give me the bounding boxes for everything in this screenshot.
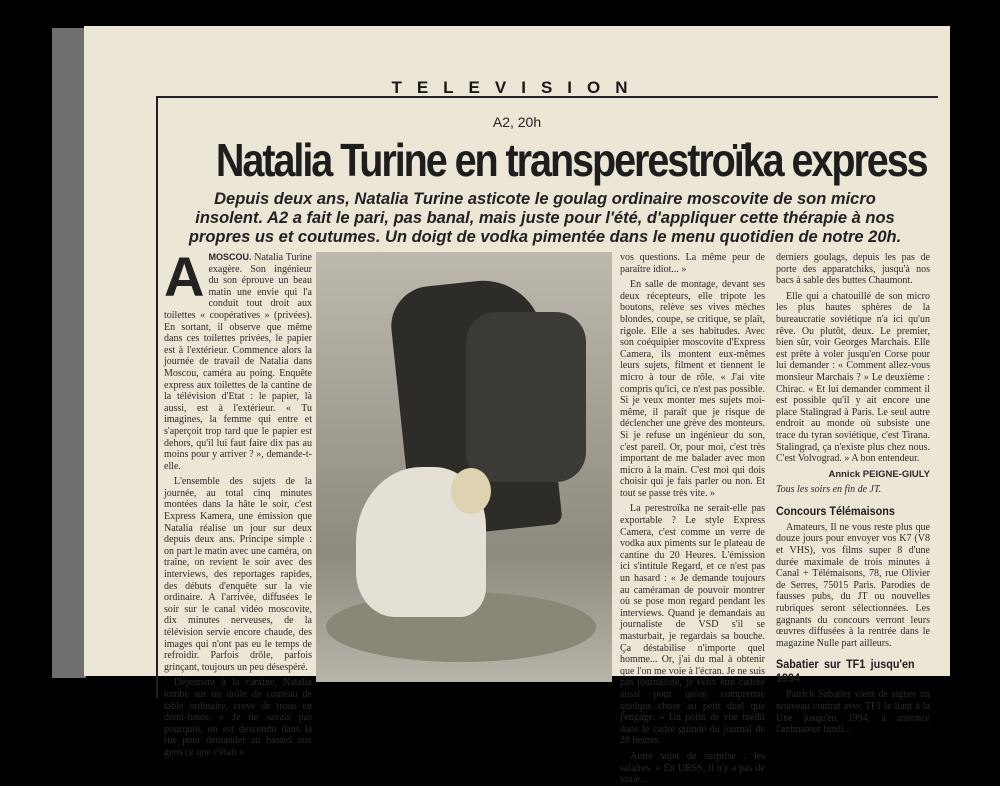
paragraph: Déjeunant à la cantine, Natalia tombe sur un drôle de couteau de table ordinaire, crevé de trous en demi-lunes. « Je ne savais pas pourquoi, on est descendu dans la rue pour demander au hasard aux gens ce que c'était » (164, 677, 312, 758)
article-column-3 (620, 252, 765, 786)
dateline: MOSCOU. (208, 252, 252, 262)
paragraph: L'ensemble des sujets de la journée, au total cinq minutes montées dans la hâte le soir, c'est Express Kamera, une émission que Natalia réalise un jour sur deux depuis deux ans. Principe simple : on part le matin avec une caméra, on traîne, on revient le soir avec des interviews, des reportages rapides, des débuts d'enquête sur la vie ordinaire. A l'arrivée, diffusées le soir sur le canal vidéo moscovite, dix minutes nerveuses, de la télévision servie encore chaude, des images qui n'ont pas eu le temps de refroidir. Parfois drôle, parfois grinçant, toujours un peu désespéré. (164, 476, 312, 673)
photo-shape (451, 468, 491, 514)
scan-edge (52, 28, 86, 678)
paragraph: Elle qui a chatouillé de son micro les plus hautes sphères de la bureaucratie soviétique n'a ici qu'un rêve. Ou plutôt, deux. Le premier, bien sûr, voir Georges Marchais. Elle est prête à voler jusqu'en Corse pour lui demander : « Comment allez-vous monsieur Marchais ? » Le deuxième : Chirac. « Et lui demander comment il est possible qu'il y ait encore une place Stalingrad à Paris. Le seul autre endroit au monde où subsiste une trace du tyran soviétique, c'est Tirana. Stalingrad, ça n'existe plus chez nous. C'est Volvograd. » A bon entendeur. (776, 290, 930, 465)
brief-title: Concours Télémaisons (776, 503, 895, 518)
section-label: TELEVISION (391, 78, 643, 97)
paragraph: En salle de montage, devant ses deux récepteurs, elle tripote les boutons, relève ses vives mèches blondes, coupe, se critique, se plaît, rigole. Elle a ses habitudes. Avec son coéquipier moscovite d'Express Camera, ils montent eux-mêmes leurs sujets, filment et tiennent le micro à tour de rôle. « J'ai vite compris qu'ici, ce n'est pas possible. Si je veux monter mes sujets moi-même, il paraît que je risque de déclencher une grève des monteurs. Si je refuse un ingénieur du son, c'est pareil. Or, pour moi, c'est très important de me balader avec mon micro à la main. C'est moi qui dois choisir qui je fais parler ou non. Et tout se passe très vite. » (620, 279, 765, 499)
paragraph: La perestroïka ne serait-elle pas exportable ? Le style Express Camera, c'est comme un verre de vodka aux piments sur le plateau de cantine du 20 Heures. L'émission ici s'intitule Regard, et ce n'est pas un hasard : « Je demande toujours au caméraman de pouvoir montrer où se pose mon regard pendant les interviews. Quand je demandais au journaliste de VSD s'il se masturbait, je regardais sa bouche. Ça déstabilise n'importe quel homme... Or, j'ai du mal à obtenir que l'on me voie à l'écran. Je ne suis pas journaliste, je veux être cadrée aussi pour qu'on comprenne quelque chose au petit duel que j'engage. » Un point de vue inédit dans le cadre guindé du journal de 20 heures. (620, 503, 765, 747)
paragraph: vos questions. La même peur de paraître idiot... » (620, 252, 765, 275)
drop-cap: A (164, 245, 205, 308)
photo-shape (466, 312, 586, 482)
article-lead: Depuis deux ans, Natalia Turine asticote le goulag ordinaire moscovite de son micro insolent. A2 a fait le pari, pas banal, mais juste pour l'été, d'appliquer cette thérapie à nos propres us et coutumes. Un doigt de vodka pimentée dans le menu quotidien de notre 20h. (188, 190, 902, 246)
article-column-4 (776, 252, 930, 736)
brief-text: Patrick Sabatier vient de signer un nouveau contrat avec TF1 le liant à la Une jusqu'en 1994, a annoncé l'animateur lundi... (776, 689, 930, 736)
brief-title: Sabatier sur TF1 jusqu'en 1994 (776, 657, 915, 686)
paragraph: Autre sujet de surprise : les salaires. « En URSS, il n'y a pas de vraie... (620, 750, 765, 786)
article-photo (316, 252, 612, 682)
broadcast-note: Tous les soirs en fin de JT. (776, 484, 882, 496)
broadcast-slot: A2, 20h (492, 114, 542, 130)
article-column-1 (164, 245, 312, 758)
author-signature: Annick PEIGNE-GIULY (828, 468, 930, 480)
paragraph: derniers goulags, depuis les pas de porte des apparatchiks, jusqu'à nos bacs à sable des buttes Chaumont. (776, 252, 930, 287)
newspaper-page (84, 26, 950, 786)
paragraph: Natalia Turine exagère. Son ingénieur du son éprouve un beau matin une envie qui l'a conduit tout droit aux toilettes « coopératives » (privées). En sortant, il observe que même dans ces toilettes privées, le papier est à l'extérieur. Commence alors la journée de travail de Natalia dans Moscou, caméra au poing. Enquête express aux toilettes de la cantine de la télévision d'Etat : le papier, là aussi, est à l'extérieur. « Tu imagines, la femme qui entre et s'aperçoit trop tard que le papier est dehors, qu'il lui faut faire dix pas au moins pour y arriver ? », demande-t-elle. (164, 252, 312, 472)
headline: Natalia Turine en transperestroïka express (215, 134, 927, 186)
brief-text: Amateurs, Il ne vous reste plus que douze jours pour envoyer vos K7 (V8 et VHS), vos films super 8 d'une durée maximale de trois minutes à Canal + Télémaisons, 78, rue Olivier de Serres, 75015 Paris. Parodies de fausses pubs, du JT ou nouvelles rubriques seront sélectionnées. Les gagnants du concours verront leurs œuvres diffusées à la rentrée dans le magazine Nulle part ailleurs. (776, 521, 930, 649)
